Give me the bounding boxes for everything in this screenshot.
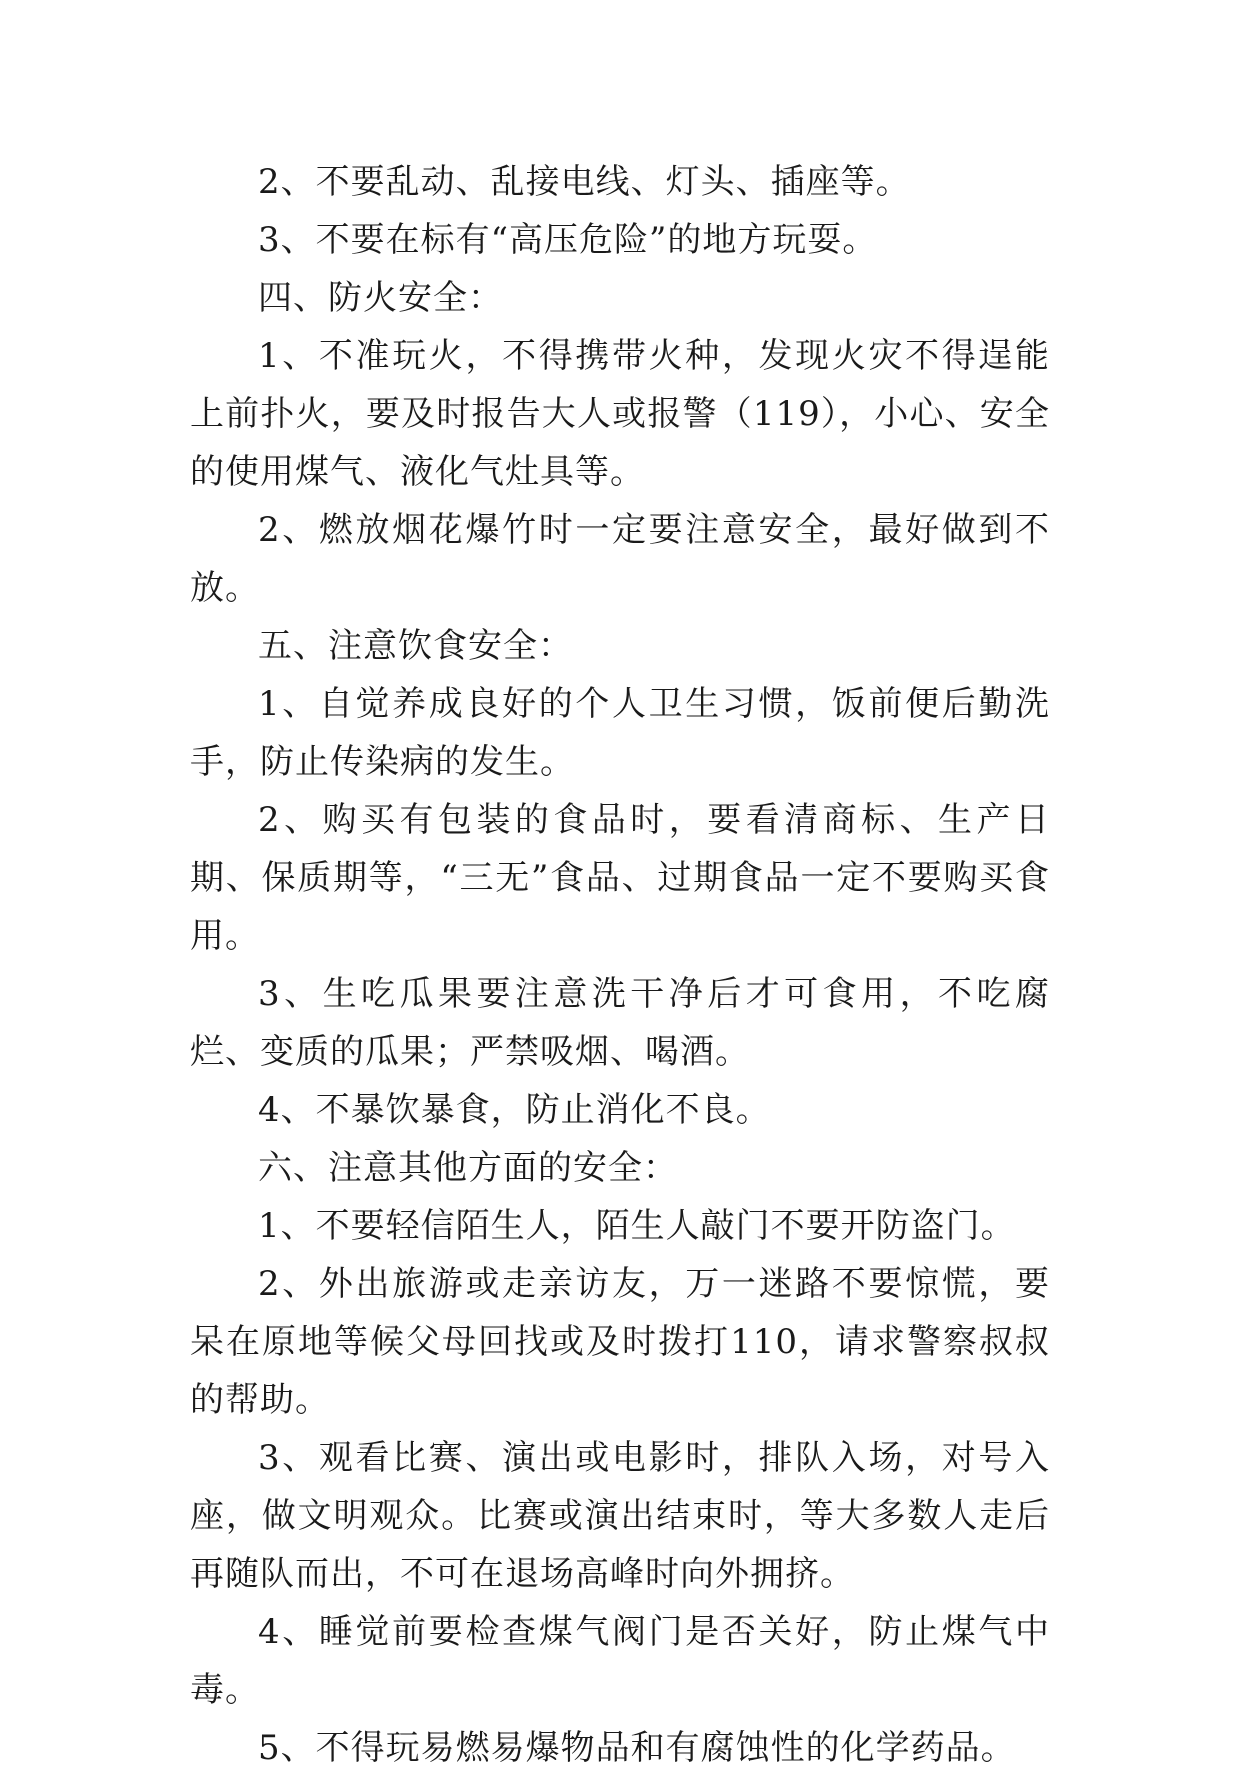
paragraph-electric-3: 3、不要在标有“高压危险”的地方玩耍。 [258, 220, 878, 260]
paragraph-other-2: 2、外出旅游或走亲访友，万一迷路不要惊慌，要呆在原地等候父母回找或及时拨打110，请求警察叔叔的帮助。 [190, 1264, 1050, 1420]
section-heading-other-safety: 六、注意其他方面的安全： [258, 1148, 678, 1188]
document-body [190, 153, 1050, 1777]
paragraph-food-4: 4、不暴饮暴食，防止消化不良。 [258, 1090, 771, 1130]
section-heading-fire-safety: 四、防火安全： [258, 278, 503, 318]
paragraph-other-5: 5、不得玩易燃易爆物品和有腐蚀性的化学药品。 [258, 1728, 1016, 1768]
paragraph-other-4: 4、睡觉前要检查煤气阀门是否关好，防止煤气中毒。 [190, 1612, 1050, 1710]
paragraph-fire-1: 1、不准玩火，不得携带火种，发现火灾不得逞能上前扑火，要及时报告大人或报警（119），小心、安全的使用煤气、液化气灶具等。 [190, 336, 1050, 492]
paragraph-other-1: 1、不要轻信陌生人，陌生人敲门不要开防盗门。 [258, 1206, 1016, 1246]
paragraph-food-3: 3、生吃瓜果要注意洗干净后才可食用，不吃腐烂、变质的瓜果；严禁吸烟、喝酒。 [190, 974, 1050, 1072]
paragraph-food-2: 2、购买有包装的食品时，要看清商标、生产日期、保质期等，“三无”食品、过期食品一定不要购买食用。 [190, 800, 1050, 956]
paragraph-fire-2: 2、燃放烟花爆竹时一定要注意安全，最好做到不放。 [190, 510, 1050, 608]
paragraph-food-1: 1、自觉养成良好的个人卫生习惯，饭前便后勤洗手，防止传染病的发生。 [190, 684, 1050, 782]
paragraph-other-3: 3、观看比赛、演出或电影时，排队入场，对号入座，做文明观众。比赛或演出结束时，等大多数人走后再随队而出，不可在退场高峰时向外拥挤。 [190, 1438, 1050, 1594]
paragraph-electric-2: 2、不要乱动、乱接电线、灯头、插座等。 [258, 162, 911, 202]
section-heading-food-safety: 五、注意饮食安全： [258, 626, 573, 666]
